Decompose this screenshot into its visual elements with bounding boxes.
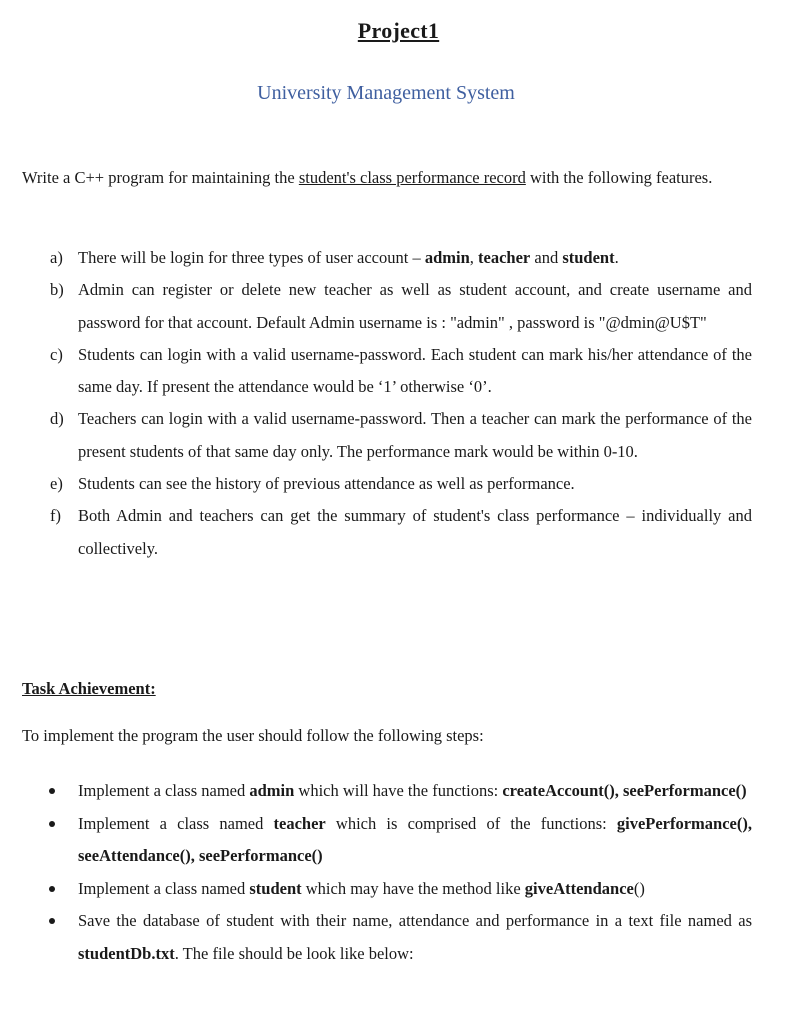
feature-list xyxy=(0,242,797,565)
feature-item xyxy=(0,500,752,565)
text-segment: which may have the method like xyxy=(301,878,525,898)
bold-text: createAccount(), seePerformance() xyxy=(502,781,747,800)
bullet-icon xyxy=(49,821,55,827)
bold-text: admin xyxy=(249,781,295,800)
feature-marker: d) xyxy=(50,409,64,429)
bold-text: giveAttendance xyxy=(524,878,634,898)
task-achievement-heading: Task Achievement: xyxy=(22,679,156,698)
text-segment: Implement a class named xyxy=(78,813,274,833)
text-segment: Save the database of student with their name, attendance and performance in a text file named as xyxy=(78,911,752,930)
step-item xyxy=(0,873,752,906)
text-segment: and xyxy=(530,248,563,267)
text-segment: . xyxy=(614,248,619,267)
bullet-icon xyxy=(49,788,55,794)
text-segment: Teachers can login with a valid username-password. Then a teacher can mark the performance of the present students of that same day only. The performance mark would be within 0-10. xyxy=(78,409,752,461)
feature-marker: b) xyxy=(50,280,64,300)
feature-marker: a) xyxy=(50,248,63,267)
feature-marker: e) xyxy=(50,474,63,494)
text-segment: . The file should be look like below: xyxy=(174,943,414,963)
step-item xyxy=(0,808,752,873)
bold-text: teacher xyxy=(478,248,531,267)
text-segment: which is comprised of the functions: xyxy=(325,813,617,833)
bold-text: studentDb.txt xyxy=(78,943,175,963)
text-segment: Both Admin and teachers can get the summary of student's class performance – individually and collectively. xyxy=(78,506,752,558)
text-segment: Students can see the history of previous attendance as well as performance. xyxy=(78,474,575,494)
bold-text: student xyxy=(249,878,302,898)
text-segment: Students can login with a valid username-password. Each student can mark his/her attendance of the same day. If present the attendance would be ‘1’ otherwise ‘0’. xyxy=(78,344,752,397)
text-segment: which will have the functions: xyxy=(294,781,503,800)
intro-text-after: with the following features. xyxy=(525,168,713,187)
bold-text: givePerformance(), seeAttendance(), seePerformance() xyxy=(78,813,752,865)
page-subtitle: University Management System xyxy=(257,82,515,104)
bold-text: admin xyxy=(424,248,470,267)
bold-text: student xyxy=(562,248,615,267)
feature-item xyxy=(0,339,752,404)
bullet-icon xyxy=(49,886,55,892)
text-segment: Implement a class named xyxy=(78,878,250,898)
step-item xyxy=(0,775,752,808)
feature-item xyxy=(0,242,752,274)
step-item xyxy=(0,905,752,970)
bullet-icon xyxy=(49,918,55,924)
bold-text: teacher xyxy=(273,813,326,833)
text-segment: , xyxy=(469,248,479,267)
text-segment: () xyxy=(633,878,645,898)
text-segment: There will be login for three types of user account – xyxy=(78,248,425,267)
feature-item xyxy=(0,274,752,339)
feature-marker: c) xyxy=(50,344,63,364)
feature-item xyxy=(0,468,752,500)
feature-marker: f) xyxy=(50,506,61,526)
text-segment: Implement a class named xyxy=(78,781,250,800)
step-list xyxy=(0,775,797,970)
feature-item xyxy=(0,403,752,468)
intro-underlined-phrase: student's class performance record xyxy=(298,168,526,187)
steps-intro: To implement the program the user should follow the following steps: xyxy=(22,726,484,745)
page-title: Project1 xyxy=(357,18,440,43)
intro-paragraph xyxy=(22,162,752,194)
intro-text-before: Write a C++ program for maintaining the xyxy=(22,168,299,187)
text-segment: Admin can register or delete new teacher as well as student account, and create username and password for that account. Default Admin username is : "admin" , password is "@dmin@U$T" xyxy=(78,280,752,332)
